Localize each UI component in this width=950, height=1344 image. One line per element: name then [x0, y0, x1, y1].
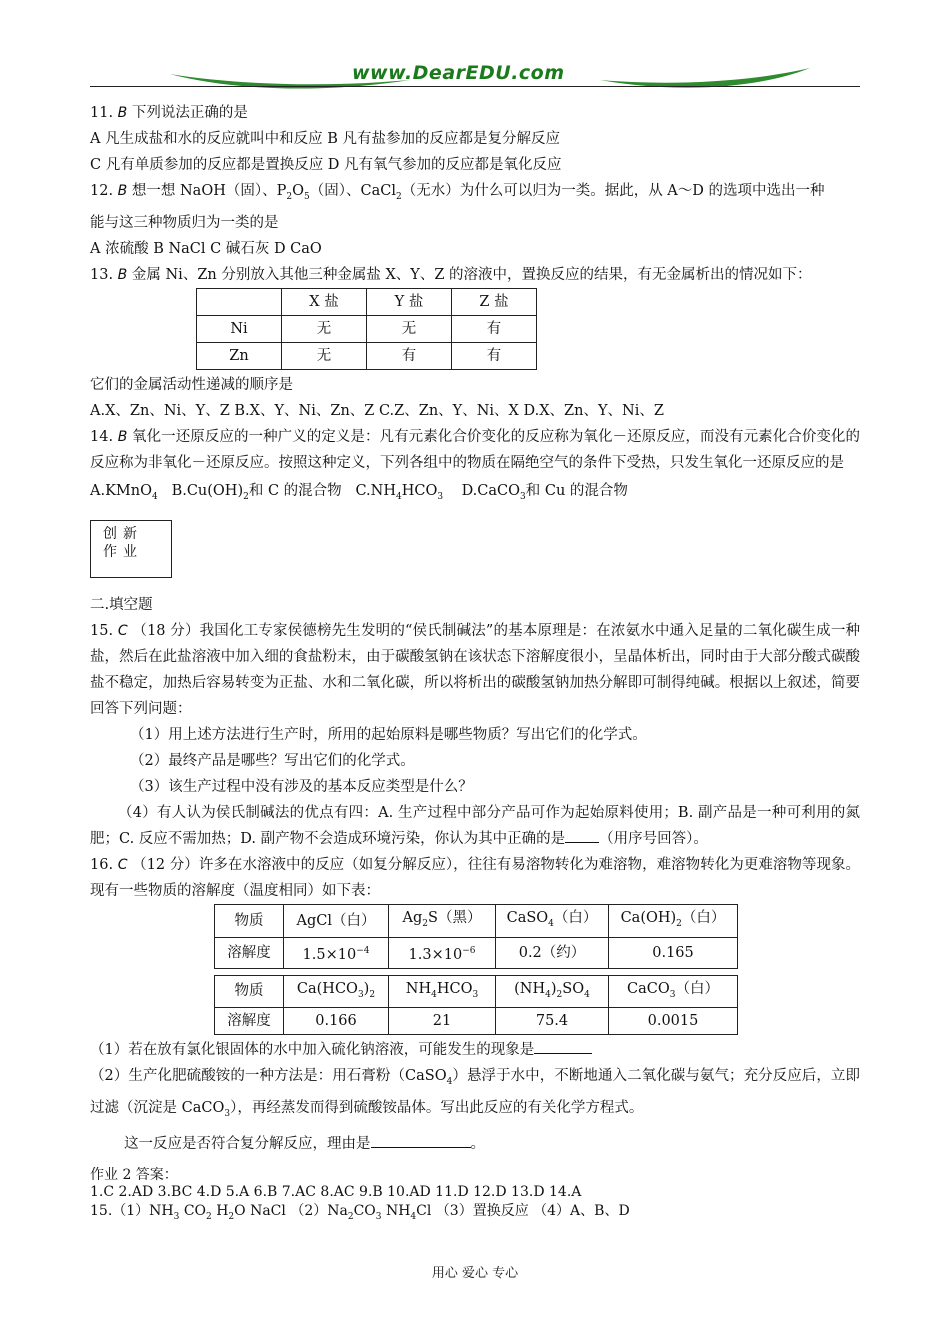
innovation-homework-box: 创新 作业: [90, 520, 172, 578]
q12-stem: 12. B 想一想 NaOH（固）、$P_2O_5$（固）、CaCl$_2$（无水）为什么可以归为一类。据此，从 A～D 的选项中选出一种: [90, 183, 825, 202]
page-footer: 用心 爱心 专心: [431, 1266, 519, 1281]
q15-sub2: （2）最终产品是哪些？写出它们的化学式。: [130, 752, 415, 769]
q14-stem: 14. B 氧化一还原反应的一种广义的定义是：凡有元素化合价变化的反应称为氧化－还原反应，而没有元素化合价变化的反应称为非氧化－还原反应。按照这种定义，下列各组中的物质在隔绝空气的条件下受热，只发生氧化一还原反应的是: [90, 428, 860, 471]
q16-table-1: [214, 904, 738, 969]
document-body: [90, 100, 860, 1226]
q16-stem: 16. C （12 分）许多在水溶液中的反应（如复分解反应），往往有易溶物转化为难溶物，难溶物转化为更难溶物等现象。现有一些物质的溶解度（温度相同）如下表：: [90, 856, 861, 899]
answer-key: [90, 1167, 860, 1226]
q15-sub1: （1）用上述方法进行生产时，所用的起始原料是哪些物质？写出它们的化学式。: [130, 726, 647, 743]
q11-stem: 11. B 下列说法正确的是: [90, 105, 248, 121]
q16-table-row: 物质 $Ca(HCO_3)_2$ $NH_4HCO_3$ $(NH_4)_2SO_4$ CaCO$_3$（白）: [215, 975, 738, 1008]
q11-options-line1: A 凡生成盐和水的反应就叫中和反应 B 凡有盐参加的反应都是复分解反应: [90, 131, 560, 147]
header-rule: [90, 86, 860, 87]
q13-table-row: Ni 无 无 有: [197, 315, 537, 342]
q16-sub1: （1）若在放有氯化银固体的水中加入硫化钠溶液，可能发生的现象是: [90, 1037, 860, 1063]
answer-title: 作业 2 答案：: [90, 1167, 178, 1184]
page-header: [90, 58, 860, 92]
q16-table-row: 溶解度 $1.5\times 10^{-4}$ $1.3\times 10^{-6}$ 0.2（约） 0.165: [215, 937, 738, 968]
q13-table-header: X 盐 Y 盐 Z 盐: [197, 288, 537, 315]
q16-table-row: 溶解度 0.166 21 75.4 0.0015: [215, 1008, 738, 1035]
answer-blank[interactable]: [371, 1131, 471, 1148]
q13-table: [196, 288, 537, 370]
q16-sub2: （2）生产化肥硫酸铵的一种方法是：用石膏粉（CaSO$_4$）悬浮于水中，不断地通入二氧化碳与氨气；充分反应后，立即过滤（沉淀是 CaCO$_3$），再经蒸发而得到硫酸铵晶体。写出此反应的有关化学方程式。: [90, 1068, 860, 1120]
q13-table-row: Zn 无 有 有: [197, 342, 537, 369]
q15-stem: 15. C （18 分）我国化工专家侯德榜先生发明的“侯氏制碱法”的基本原理是：在浓氨水中通入足量的二氧化碳生成一种盐，然后在此盐溶液中加入细的食盐粉末，由于碳酸氢钠在该状态下溶解度很小，呈晶体析出，同时由于大部分酸式碳酸盐不稳定，加热后容易转变为正盐、水和二氧化碳，所以将析出的碳酸氢钠加热分解即可制得纯碱。根据以上叙述，简要回答下列问题：: [90, 622, 860, 717]
q16-sub3: 这一反应是否符合复分解反应，理由是 。: [90, 1131, 860, 1157]
q12-options: A 浓硫酸 B NaCl C 碱石灰 D CaO: [90, 240, 322, 257]
q13-after: 它们的金属活动性递减的顺序是: [90, 376, 293, 393]
q12-stem-line2: 能与这三种物质归为一类的是: [90, 214, 279, 231]
q16-table-row: 物质 AgCl（白） $Ag_2S$（黑） CaSO$_4$（白） $Ca(OH)_2$（白）: [215, 904, 738, 937]
q11-options-line2: C 凡有单质参加的反应都是置换反应 D 凡有氧气参加的反应都是氧化反应: [90, 157, 562, 173]
answer-blank[interactable]: [534, 1037, 592, 1054]
q13-options: A.X、Zn、Ni、Y、Z B.X、Y、Ni、Zn、Z C.Z、Zn、Y、Ni、X D.X、Zn、Y、Ni、Z: [90, 402, 664, 419]
site-logo[interactable]: www.DearEDU.com: [352, 62, 565, 84]
answer-blank[interactable]: [565, 826, 599, 843]
answer-line2: $15.(1)NH_3$ $CO_2$ $H_2O$ NaCl $(2)Na_2CO_3$ $NH_4Cl$ （3）置换反应 （4）A、B、D: [90, 1203, 630, 1222]
answer-line1: 1.C 2.AD 3.BC 4.D 5.A 6.B 7.AC 8.AC 9.B 10.AD 11.D 12.D 13.D 14.A: [90, 1184, 582, 1201]
q16-table-2: [214, 975, 738, 1036]
q15-sub4: （4）有人认为侯氏制碱法的优点有四：A. 生产过程中部分产品可作为起始原料使用；B. 副产品是一种可利用的氮肥；C. 反应不需加热；D. 副产物不会造成环境污染，你认为其中正确的是 （用序号回答）。: [90, 804, 860, 847]
section-title: 二.填空题: [90, 596, 153, 613]
q14-options: A.KMnO$_4$ $B.Cu(OH)_2$和 C 的混合物 $C.NH_4HCO_3$ D.CaCO$_3$和 Cu 的混合物: [90, 482, 628, 502]
q13-stem: 13. B 金属 Ni、Zn 分别放入其他三种金属盐 X、Y、Z 的溶液中，置换反应的结果，有无金属析出的情况如下：: [90, 266, 812, 283]
q15-sub3: （3）该生产过程中没有涉及的基本反应类型是什么？: [130, 778, 473, 795]
